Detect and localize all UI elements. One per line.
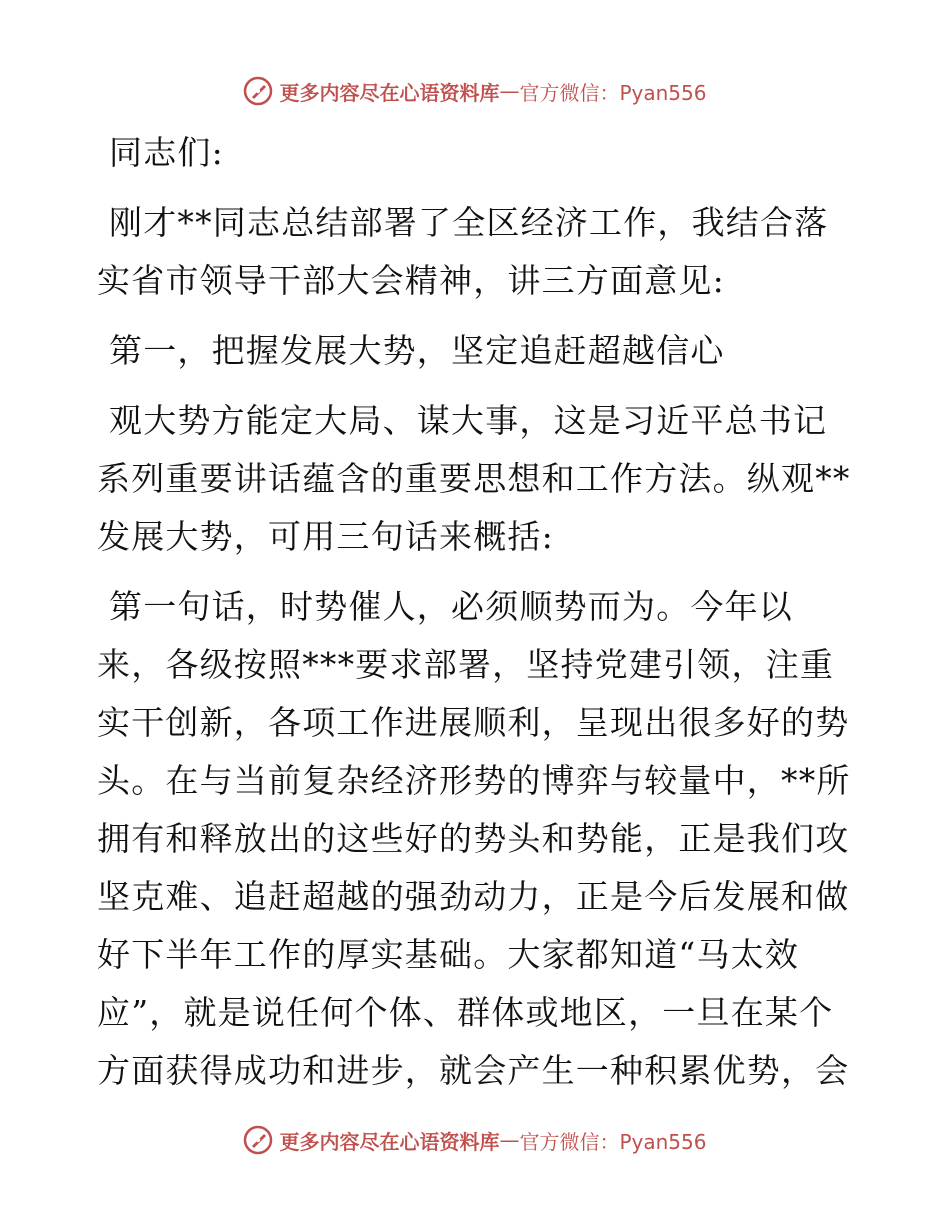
footer-watermark-banner	[0, 1120, 950, 1160]
banner-contact-text: 官方微信：Pyan556	[519, 80, 707, 105]
quill-circle-logo-icon	[243, 1125, 273, 1155]
salutation: 同志们:	[109, 133, 224, 172]
banner-main-text: 更多内容尽在心语资料库	[279, 1129, 500, 1154]
header-watermark-banner	[0, 71, 950, 111]
banner-contact-text: 官方微信：Pyan556	[519, 1129, 707, 1154]
paragraph-intro: 刚才**同志总结部署了全区经济工作，我结合落实省市领导干部大会精神，讲三方面意见:	[97, 203, 829, 300]
quill-circle-logo-icon	[243, 76, 273, 106]
banner-dash: —	[499, 79, 520, 103]
banner-main-text: 更多内容尽在心语资料库	[279, 80, 500, 105]
banner-dash: —	[499, 1128, 520, 1152]
paragraph-first-sentence: 第一句话，时势催人，必须顺势而为。今年以来，各级按照***要求部署，坚持党建引领，注重实干创新，各项工作进展顺利，呈现出很多好的势头。在与当前复杂经济形势的博弈与较量中，**所拥有和释放出的这些好的势头和势能，正是我们攻坚克难、追赶超越的强劲动力，正是今后发展和做好下半年工作的厚实基础。大家都知道“马太效应”，就是说任何个体、群体或地区，一旦在某个方面获得成功和进步，就会产生一种积累优势，会	[97, 587, 851, 1090]
paragraph-trend: 观大势方能定大局、谋大事，这是习近平总书记系列重要讲话蕴含的重要思想和工作方法。纵观**发展大势，可用三句话来概括:	[97, 401, 851, 556]
document-body	[97, 124, 857, 1112]
section-heading: 第一，把握发展大势，坚定追赶超越信心	[109, 331, 725, 370]
